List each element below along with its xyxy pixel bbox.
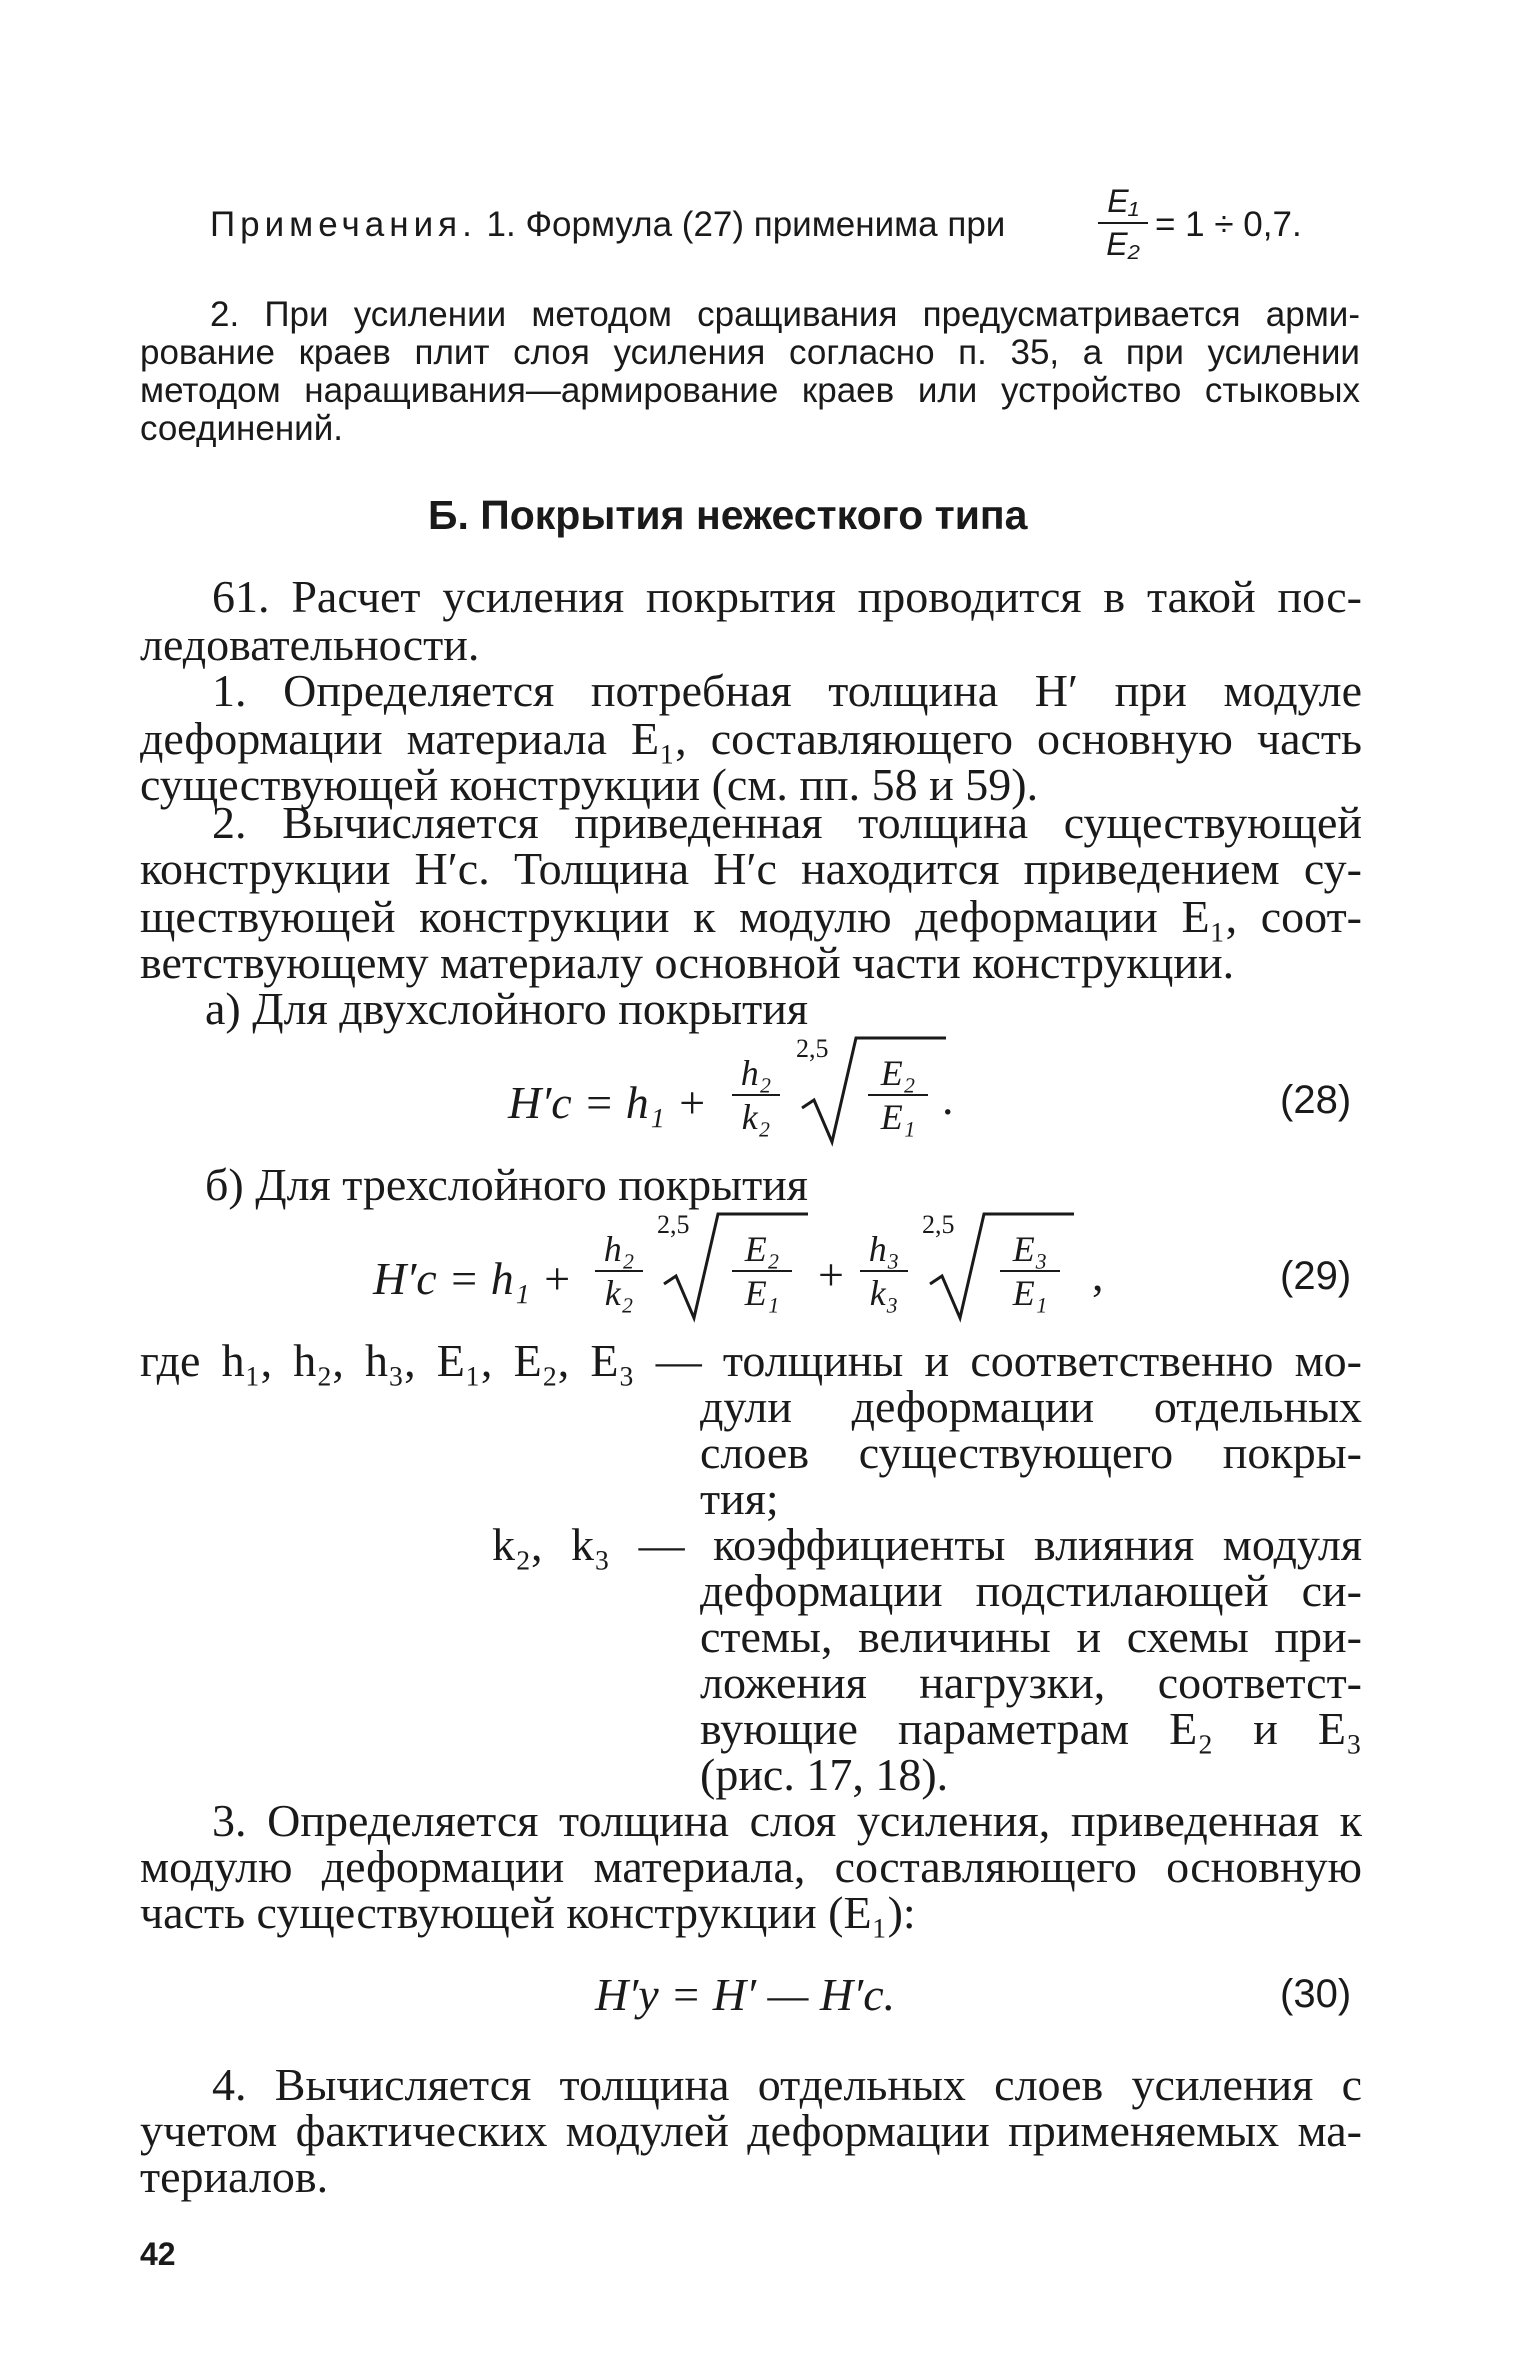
eq28-root-num: E₂ <box>880 1053 916 1093</box>
step1-line1: 1. Определяется потребная толщина H′ при модуле <box>212 665 1362 716</box>
step1-line2: деформации материала E₁, составляющего основную часть <box>140 713 1362 764</box>
where-def2-line6: (рис. 17, 18). <box>700 1749 949 1800</box>
note1-text: 1. Формула (27) применима при <box>486 205 1006 244</box>
eq29-root1-index: 2,5 <box>657 1210 690 1239</box>
eq29-frac2-num: h₃ <box>868 1229 900 1269</box>
eq28-lhs: H′с = h₁ + <box>508 1077 708 1128</box>
p61-line2: ледовательности. <box>140 619 480 670</box>
note1-frac-den: E₂ <box>1106 226 1140 262</box>
case-a-label: а) Для двухслойного покрытия <box>205 983 809 1034</box>
eq30-number: (30) <box>1280 1972 1352 2016</box>
eq28-frac-num: h₂ <box>740 1053 772 1093</box>
eq29-root1-den: E₁ <box>744 1273 780 1313</box>
eq28-root-fraction <box>868 1052 928 1138</box>
notes-label: Примечания. <box>210 205 477 244</box>
section-title: Б. Покрытия нежесткого типа <box>428 492 1028 538</box>
where-def1-line3: слоев существующего покры- <box>700 1427 1362 1478</box>
where-def1-line2: дули деформации отдельных <box>700 1381 1362 1432</box>
where-def2-line4: ложения нагрузки, соответст- <box>700 1657 1362 1708</box>
note1-tail: = 1 ÷ 0,7. <box>1155 205 1302 244</box>
note2-line1: 2. При усилении методом сращивания предусматривается арми- <box>210 295 1360 334</box>
eq29-frac2-den: k₃ <box>869 1273 899 1313</box>
eq29-root2-den: E₁ <box>1012 1273 1048 1313</box>
where-def2-line2: деформации подстилающей си- <box>700 1565 1362 1616</box>
where-def2-line5: вующие параметрам E₂ и E₃ <box>700 1703 1362 1754</box>
eq28-root-den: E₁ <box>880 1097 916 1137</box>
eq29-root1-num: E₂ <box>744 1229 780 1269</box>
step2-line1: 2. Вычисляется приведенная толщина существующей <box>212 797 1362 848</box>
note2-line4: соединений. <box>140 409 343 448</box>
eq29-fraction-1 <box>595 1228 643 1314</box>
step4-line1: 4. Вычисляется толщина отдельных слоев усиления с <box>212 2059 1362 2110</box>
note1-frac-num: E₁ <box>1107 183 1139 219</box>
where-prefix: где h₁, h₂, h₃, E₁, E₂, E₃ — толщины и соответственно мо- <box>140 1335 1362 1386</box>
step4-line2: учетом фактических модулей деформации применяемых ма- <box>140 2105 1362 2156</box>
eq29-frac1-den: k₂ <box>604 1273 634 1313</box>
eq28-tail: . <box>942 1073 954 1124</box>
step2-line3: ществующей конструкции к модулю деформации E₁, соот- <box>140 891 1362 942</box>
where-def2-line3: стемы, величины и схемы при- <box>700 1611 1362 1662</box>
step2-line2: конструкции H′с. Толщина H′с находится приведением су- <box>140 843 1362 894</box>
eq29-number: (29) <box>1280 1254 1352 1298</box>
notes-line1 <box>210 205 1005 245</box>
note1-fraction <box>1098 183 1148 263</box>
eq29-root2-num: E₃ <box>1012 1229 1048 1269</box>
step3-line2: модулю деформации материала, составляющего основную <box>140 1841 1362 1892</box>
eq28-frac-den: k₂ <box>741 1097 771 1137</box>
eq29-frac1-num: h₂ <box>603 1229 635 1269</box>
eq28-root-index: 2,5 <box>796 1034 829 1063</box>
case-b-label: б) Для трехслойного покрытия <box>205 1159 808 1210</box>
eq28-fraction <box>732 1052 780 1138</box>
where-def2-line1: k₂, k₃ — коэффициенты влияния модуля <box>492 1519 1362 1570</box>
eq29-root2-fraction <box>1000 1228 1060 1314</box>
eq29-root1-fraction <box>732 1228 792 1314</box>
p61-line1: 61. Расчет усиления покрытия проводится в такой пос- <box>212 571 1362 622</box>
eq29-plus: + <box>818 1249 844 1300</box>
eq29-fraction-2 <box>860 1228 908 1314</box>
eq30-formula: H′у = H′ — H′с. <box>595 1969 896 2020</box>
page-number: 42 <box>140 2236 176 2272</box>
eq29-lhs: H′с = h₁ + <box>373 1253 573 1304</box>
step4-line3: териалов. <box>140 2151 329 2202</box>
note2-line2: рование краев плит слоя усиления согласно п. 35, а при усилении <box>140 333 1360 372</box>
eq28-number: (28) <box>1280 1078 1352 1122</box>
eq29-root2-index: 2,5 <box>922 1210 955 1239</box>
where-def1-line4: тия; <box>700 1473 779 1524</box>
step3-line1: 3. Определяется толщина слоя усиления, приведенная к <box>212 1795 1362 1846</box>
step1-line3: существующей конструкции (см. пп. 58 и 59). <box>140 759 1039 810</box>
eq29-tail: , <box>1092 1249 1104 1300</box>
step3-line3: часть существующей конструкции (E₁): <box>140 1887 916 1938</box>
note2-line3: методом наращивания—армирование краев или устройство стыковых <box>140 371 1360 410</box>
step2-line4: ветствующему материалу основной части конструкции. <box>140 937 1235 988</box>
